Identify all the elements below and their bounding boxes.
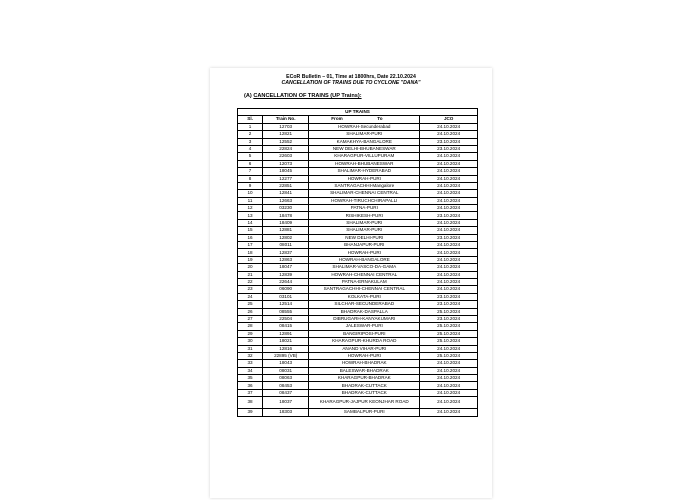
cell-train-no: 12073 xyxy=(263,160,309,167)
cell-train-no: 18409 xyxy=(263,219,309,226)
cell-sl: 5 xyxy=(238,153,263,160)
cell-sl: 7 xyxy=(238,168,263,175)
cell-jco: 24.10.2024 xyxy=(420,197,478,204)
cell-route: BHANJAPUR-PURI xyxy=(309,242,420,249)
cell-route: KHARAGPUR-BHADRAK xyxy=(309,375,420,382)
cell-jco: 24.10.2024 xyxy=(420,123,478,130)
table-row xyxy=(238,367,478,374)
cell-sl: 14 xyxy=(238,219,263,226)
cell-jco: 24.10.2024 xyxy=(420,219,478,226)
table-group-header: UP TRAINS xyxy=(238,109,478,116)
cell-train-no: 18047 xyxy=(263,264,309,271)
cell-train-no: 22603 xyxy=(263,153,309,160)
cell-jco: 24.10.2024 xyxy=(420,389,478,396)
table-row xyxy=(238,256,478,263)
cell-train-no: 12839 xyxy=(263,271,309,278)
section-title: CANCELLATION OF TRAINS (UP Trains): xyxy=(253,93,362,99)
cell-sl: 37 xyxy=(238,389,263,396)
table-row xyxy=(238,242,478,249)
table-row xyxy=(238,330,478,337)
bulletin-page xyxy=(210,68,492,498)
table-row xyxy=(238,278,478,285)
cell-sl: 8 xyxy=(238,175,263,182)
cell-train-no: 12881 xyxy=(263,227,309,234)
table-row xyxy=(238,175,478,182)
cell-route: PATNA-PURI xyxy=(309,205,420,212)
cell-jco: 23.10.2024 xyxy=(420,138,478,145)
cell-jco: 24.10.2024 xyxy=(420,227,478,234)
cell-route: NEW DELHI-PURI xyxy=(309,234,420,241)
table-row xyxy=(238,264,478,271)
cell-route: SHALIMAR-PURI xyxy=(309,227,420,234)
cell-train-no: 12837 xyxy=(263,249,309,256)
col-header-to: To xyxy=(377,116,383,122)
cell-sl: 16 xyxy=(238,234,263,241)
cell-jco: 24.10.2024 xyxy=(420,286,478,293)
cell-sl: 19 xyxy=(238,256,263,263)
table-row xyxy=(238,352,478,359)
cell-sl: 35 xyxy=(238,375,263,382)
cell-sl: 26 xyxy=(238,308,263,315)
cell-sl: 30 xyxy=(238,338,263,345)
cell-route: HOWRAH-PURI xyxy=(309,175,420,182)
cell-train-no: 12277 xyxy=(263,175,309,182)
cell-jco: 23.10.2024 xyxy=(420,301,478,308)
cell-jco: 23.10.2024 xyxy=(420,315,478,322)
cell-sl: 13 xyxy=(238,212,263,219)
cell-sl: 23 xyxy=(238,286,263,293)
cell-sl: 4 xyxy=(238,145,263,152)
cell-train-no: 22895 (VB) xyxy=(263,352,309,359)
cell-jco: 24.10.2024 xyxy=(420,160,478,167)
cell-sl: 32 xyxy=(238,352,263,359)
bulletin-title: ECoR Bulletin – 01, Time at 1800hrs, Date 22.10.2024 xyxy=(286,74,416,80)
cell-sl: 10 xyxy=(238,190,263,197)
col-header-sl: Sl. xyxy=(238,116,263,123)
cell-sl: 2 xyxy=(238,131,263,138)
bulletin-subtitle: CANCELLATION OF TRAINS DUE TO CYCLONE "DANA" xyxy=(281,80,421,86)
cell-sl: 6 xyxy=(238,160,263,167)
cell-route: SILCHAR-SECUNDERABAD xyxy=(309,301,420,308)
cell-train-no: 22824 xyxy=(263,145,309,152)
cell-train-no: 08437 xyxy=(263,389,309,396)
cell-sl: 21 xyxy=(238,271,263,278)
cell-route: KHARAGPUR-KHURDA ROAD xyxy=(309,338,420,345)
table-row xyxy=(238,145,478,152)
cell-train-no: 08011 xyxy=(263,242,309,249)
cell-route: SANTRAGACHHI-CHENNAI CENTRAL xyxy=(309,286,420,293)
cell-jco: 24.10.2024 xyxy=(420,278,478,285)
cell-jco: 25.10.2024 xyxy=(420,338,478,345)
table-row xyxy=(238,301,478,308)
cell-sl: 25 xyxy=(238,301,263,308)
cell-jco: 24.10.2024 xyxy=(420,182,478,189)
cell-sl: 20 xyxy=(238,264,263,271)
cell-jco: 25.10.2024 xyxy=(420,330,478,337)
cell-route: PATNA-ERNAKULAM xyxy=(309,278,420,285)
cell-route: SHALIMAR-VASCO-DA-GAMA xyxy=(309,264,420,271)
table-row xyxy=(238,182,478,189)
cell-sl: 34 xyxy=(238,367,263,374)
cell-jco: 23.10.2024 xyxy=(420,212,478,219)
cell-route: NEW DELHI-BHUBANESWAR xyxy=(309,145,420,152)
cell-route: HOWRAH-PURI xyxy=(309,352,420,359)
cell-jco: 24.10.2024 xyxy=(420,242,478,249)
cell-sl: 9 xyxy=(238,182,263,189)
table-row xyxy=(238,234,478,241)
cell-route: KHARAGPUR-JAJPUR KEONJHAR ROAD xyxy=(309,397,420,409)
table-row xyxy=(238,308,478,315)
cell-route: HOWRAH-TIRUCHCHIRAPALLI xyxy=(309,197,420,204)
cell-train-no: 08415 xyxy=(263,323,309,330)
cell-route: HOWRAH-CHENNAI CENTRAL xyxy=(309,271,420,278)
cell-train-no: 08031 xyxy=(263,367,309,374)
table-row xyxy=(238,197,478,204)
table-row xyxy=(238,338,478,345)
cell-jco: 24.10.2024 xyxy=(420,153,478,160)
cell-jco: 24.10.2024 xyxy=(420,168,478,175)
table-row xyxy=(238,345,478,352)
cell-sl: 3 xyxy=(238,138,263,145)
cell-route: HOWRAH-BHADRAK xyxy=(309,360,420,367)
cell-jco: 24.10.2024 xyxy=(420,375,478,382)
cell-route: HOWRAH-BANGALORE xyxy=(309,256,420,263)
cell-train-no: 12891 xyxy=(263,330,309,337)
cell-sl: 28 xyxy=(238,323,263,330)
cell-train-no: 12841 xyxy=(263,190,309,197)
cell-jco: 23.10.2024 xyxy=(420,293,478,300)
cell-jco: 23.10.2024 xyxy=(420,145,478,152)
cell-jco: 24.10.2024 xyxy=(420,131,478,138)
table-row xyxy=(238,219,478,226)
table-row xyxy=(238,323,478,330)
table-row xyxy=(238,168,478,175)
up-trains-table xyxy=(237,108,478,417)
cell-train-no: 18478 xyxy=(263,212,309,219)
cell-sl: 15 xyxy=(238,227,263,234)
cell-jco: 23.10.2024 xyxy=(420,234,478,241)
cell-sl: 31 xyxy=(238,345,263,352)
cell-jco: 24.10.2024 xyxy=(420,249,478,256)
table-row xyxy=(238,153,478,160)
cell-train-no: 08555 xyxy=(263,308,309,315)
cell-train-no: 12816 xyxy=(263,345,309,352)
table-row xyxy=(238,360,478,367)
cell-route: SAMBALPUR-PURI xyxy=(309,409,420,416)
table-row xyxy=(238,249,478,256)
cell-route: BHADRAK-CUTTACK xyxy=(309,389,420,396)
cell-jco: 24.10.2024 xyxy=(420,409,478,416)
table-row xyxy=(238,375,478,382)
cell-train-no: 12863 xyxy=(263,256,309,263)
cell-train-no: 08063 xyxy=(263,375,309,382)
cell-jco: 24.10.2024 xyxy=(420,190,478,197)
table-row xyxy=(238,160,478,167)
table-row xyxy=(238,227,478,234)
cell-jco: 25.10.2024 xyxy=(420,352,478,359)
cell-jco: 24.10.2024 xyxy=(420,397,478,409)
cell-train-no: 18021 xyxy=(263,338,309,345)
section-prefix: (A) xyxy=(244,93,254,99)
col-header-train: Train No. xyxy=(263,116,309,123)
table-row xyxy=(238,212,478,219)
col-header-from: From xyxy=(331,116,343,122)
cell-sl: 17 xyxy=(238,242,263,249)
table-row xyxy=(238,382,478,389)
table-row xyxy=(238,123,478,130)
cell-sl: 29 xyxy=(238,330,263,337)
cell-route: SHALIMAR-PURI xyxy=(309,219,420,226)
cell-train-no: 06090 xyxy=(263,286,309,293)
cell-jco: 24.10.2024 xyxy=(420,367,478,374)
cell-jco: 24.10.2024 xyxy=(420,345,478,352)
cell-sl: 33 xyxy=(238,360,263,367)
cell-jco: 25.10.2024 xyxy=(420,323,478,330)
cell-route: RISHIKESH-PURI xyxy=(309,212,420,219)
cell-route: BHADRAK-DASPALLA xyxy=(309,308,420,315)
table-row xyxy=(238,190,478,197)
cell-train-no: 18043 xyxy=(263,360,309,367)
table-row xyxy=(238,205,478,212)
cell-jco: 24.10.2024 xyxy=(420,256,478,263)
cell-train-no: 12802 xyxy=(263,234,309,241)
col-header-from-to xyxy=(309,116,420,123)
cell-route: KHARAGPUR-VILLUPURAM xyxy=(309,153,420,160)
cell-train-no: 12821 xyxy=(263,131,309,138)
cell-train-no: 03101 xyxy=(263,293,309,300)
cell-train-no: 18045 xyxy=(263,168,309,175)
cell-sl: 11 xyxy=(238,197,263,204)
table-row xyxy=(238,131,478,138)
table-row xyxy=(238,409,478,416)
cell-route: HOWRAH-Secunderabad xyxy=(309,123,420,130)
table-row xyxy=(238,271,478,278)
cell-sl: 12 xyxy=(238,205,263,212)
cell-route: KOLKATA-PURI xyxy=(309,293,420,300)
table-row xyxy=(238,138,478,145)
cell-route: KAMAKHYA-BANGALORE xyxy=(309,138,420,145)
cell-sl: 38 xyxy=(238,397,263,409)
cell-train-no: 12663 xyxy=(263,197,309,204)
cell-jco: 24.10.2024 xyxy=(420,175,478,182)
col-header-jco: JCO xyxy=(420,116,478,123)
cell-route: SHALIMAR-PURI xyxy=(309,131,420,138)
table-row xyxy=(238,286,478,293)
cell-sl: 18 xyxy=(238,249,263,256)
cell-sl: 27 xyxy=(238,315,263,322)
cell-sl: 1 xyxy=(238,123,263,130)
table-row xyxy=(238,293,478,300)
cell-train-no: 08453 xyxy=(263,382,309,389)
cell-route: SHALIMAR-CHENNAI CENTRAL xyxy=(309,190,420,197)
cell-train-no: 22851 xyxy=(263,182,309,189)
section-heading xyxy=(244,93,362,99)
cell-jco: 24.10.2024 xyxy=(420,264,478,271)
cell-sl: 24 xyxy=(238,293,263,300)
table-row xyxy=(238,315,478,322)
cell-route: SANTRAGACHHI-Mangalore xyxy=(309,182,420,189)
cell-train-no: 12552 xyxy=(263,138,309,145)
cell-sl: 22 xyxy=(238,278,263,285)
cell-jco: 24.10.2024 xyxy=(420,271,478,278)
cell-route: SHALIMAR-HYDERABAD xyxy=(309,168,420,175)
cell-jco: 24.10.2024 xyxy=(420,382,478,389)
cell-jco: 25.10.2024 xyxy=(420,308,478,315)
cell-train-no: 12514 xyxy=(263,301,309,308)
cell-route: HOWRAH-BHUBANESWAR xyxy=(309,160,420,167)
cell-sl: 36 xyxy=(238,382,263,389)
cell-sl: 39 xyxy=(238,409,263,416)
cell-jco: 24.10.2024 xyxy=(420,205,478,212)
cell-train-no: 03230 xyxy=(263,205,309,212)
cell-train-no: 18037 xyxy=(263,397,309,409)
cell-route: ANAND VIHAR-PURI xyxy=(309,345,420,352)
cell-route: JALESWAR-PURI xyxy=(309,323,420,330)
cell-train-no: 18303 xyxy=(263,409,309,416)
cell-route: DIBRUGARH-KANYAKUMARI xyxy=(309,315,420,322)
cell-route: HOWRAH-PURI xyxy=(309,249,420,256)
cell-jco: 24.10.2024 xyxy=(420,360,478,367)
cell-route: BHADRAK-CUTTACK xyxy=(309,382,420,389)
cell-train-no: 22504 xyxy=(263,315,309,322)
cell-train-no: 12703 xyxy=(263,123,309,130)
cell-route: BALESWAR-BHADRAK xyxy=(309,367,420,374)
table-row xyxy=(238,397,478,409)
table-row xyxy=(238,389,478,396)
cell-route: BANGIRIPOSI-PURI xyxy=(309,330,420,337)
cell-train-no: 22644 xyxy=(263,278,309,285)
